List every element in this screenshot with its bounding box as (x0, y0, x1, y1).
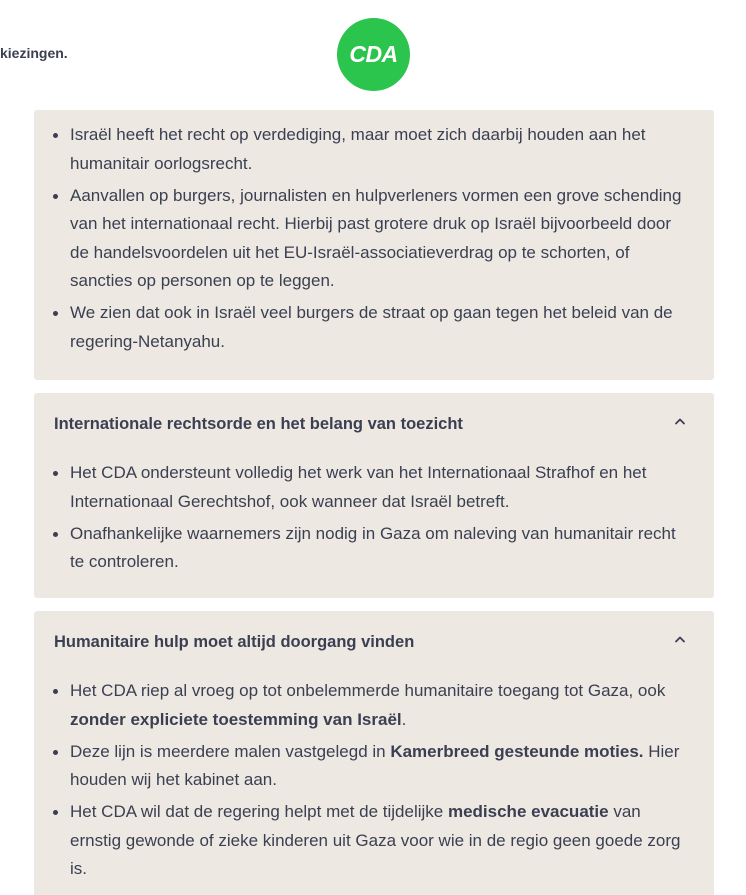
cda-logo[interactable] (337, 18, 410, 91)
accordion-list (34, 459, 714, 580)
chevron-up-icon[interactable] (670, 411, 690, 431)
list-item-bold: zonder expliciete toestemming van Israël (70, 709, 402, 729)
list-item-bold: medische evacuatie (447, 802, 609, 821)
list-item-text: Het CDA riep al vroeg op tot onbelemmerde humanitaire toegang tot Gaza, ook (70, 681, 666, 700)
list-item-text-end: Hier houden wij het kabinet aan. (70, 741, 680, 789)
list-item-text-end: van ernstig gewonde of zieke kinderen uit Gaza voor wie in de regio geen goede zorg is. (70, 802, 681, 878)
accordion-header[interactable] (54, 415, 694, 437)
list-item: Onafhankelijke waarnemers zijn nodig in Gaza om naleving van humanitair recht te controleren. (70, 520, 694, 577)
list-item-text: Deze lijn is meerdere malen vastgelegd in (70, 741, 391, 761)
accordion-title: Humanitaire hulp moet altijd doorgang vinden (54, 633, 415, 651)
list-item-text-end: . (401, 709, 407, 729)
list-item: Aanvallen op burgers, journalisten en hulpverleners vormen een grove schending van het internationaal recht. Hierbij past grotere druk op Israël bijvoorbeeld door de handelsvoordelen uit het EU-Israël-associatieverdrag op te schorten, of sancties op personen op te leggen. (70, 182, 694, 296)
logo-text: CDA (349, 41, 398, 67)
list-item (70, 798, 694, 884)
accordion-panel-rechtsorde (34, 393, 714, 598)
truncated-text-fragment: kiezingen. (0, 45, 68, 61)
list-item (70, 738, 694, 795)
accordion-panel-humanitaire-hulp (34, 611, 714, 895)
list-item: Israël heeft het recht op verdediging, maar moet zich daarbij houden aan het humanitair oorlogsrecht. (70, 121, 694, 178)
accordion-list (34, 121, 714, 360)
faded-heading (34, 0, 43, 17)
accordion-list (34, 677, 714, 887)
list-item-bold: Kamerbreed gesteunde moties. (390, 741, 644, 761)
list-item: Het CDA ondersteunt volledig het werk van het Internationaal Strafhof en het Internationaal Gerechtshof, ook wanneer dat Israël betreft. (70, 459, 694, 516)
accordion-panel-israel-defense (34, 110, 714, 380)
list-item (70, 677, 694, 734)
accordion-title: Internationale rechtsorde en het belang van toezicht (54, 415, 463, 433)
accordion-header[interactable] (54, 633, 694, 655)
list-item: We zien dat ook in Israël veel burgers de straat op gaan tegen het beleid van de regering-Netanyahu. (70, 299, 694, 356)
list-item-text: Het CDA wil dat de regering helpt met de tijdelijke (70, 802, 448, 821)
chevron-up-icon[interactable] (670, 629, 690, 649)
faded-subtext (56, 78, 60, 95)
